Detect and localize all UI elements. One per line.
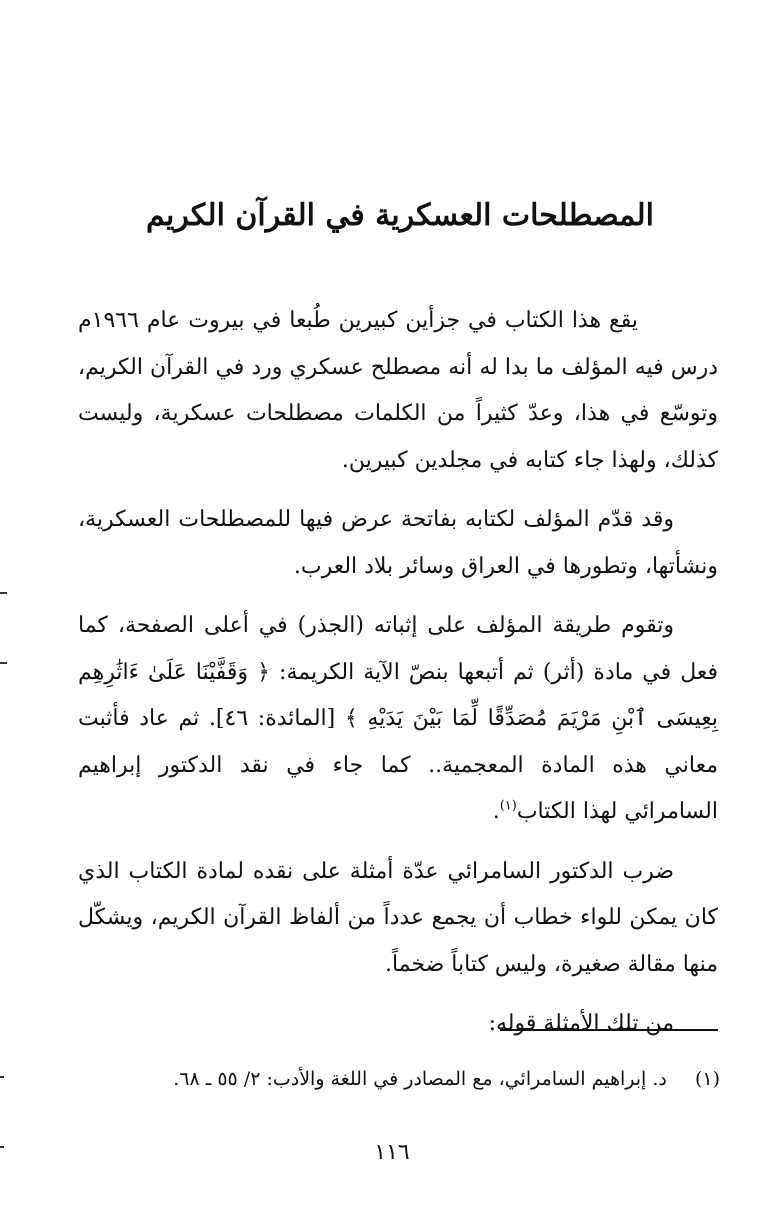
edge-mark bbox=[0, 662, 7, 664]
paragraph-3-text: وتقوم طريقة المؤلف على إثباته (الجذر) في أعلى الصفحة، كما فعل في مادة (أثر) ثم أتبعها بنصّ الآية الكريمة: ﴿ وَقَفَّيْنَا عَلَىٰ ءَاثَٰرِهِم بِعِيسَى ٱبْنِ مَرْيَمَ مُصَدِّقًا لِّمَا بَيْنَ يَدَيْهِ ﴾ [المائدة: ٤٦]. ثم عاد فأثبت معاني هذه المادة المعجمية.. كما جاء في نقد الدكتور إبراهيم السامرائي لهذا الكتاب bbox=[78, 613, 718, 824]
page-number: ١١٦ bbox=[374, 1140, 410, 1165]
footnote-divider bbox=[500, 1029, 718, 1031]
edge-mark bbox=[0, 1076, 4, 1078]
page-title: المصطلحات العسكرية في القرآن الكريم bbox=[146, 198, 654, 233]
footnote-text: د. إبراهيم السامرائي، مع المصادر في اللغة والأدب: ٢/ ٥٥ ـ ٦٨. bbox=[173, 1068, 667, 1090]
footnote bbox=[150, 1064, 720, 1094]
paragraph-3 bbox=[78, 603, 718, 836]
paragraph-1: يقع هذا الكتاب في جزأين كبيرين طُبعا في بيروت عام ١٩٦٦م درس فيه المؤلف ما بدا له أنه مصطلح عسكري ورد في القرآن الكريم، وتوسّع في هذا، وعدّ كثيراً من الكلمات مصطلحات عسكرية، وليست كذلك، ولهذا جاء كتابه في مجلدين كبيرين. bbox=[78, 308, 718, 473]
body-text bbox=[78, 298, 718, 1061]
edge-mark bbox=[0, 592, 7, 594]
paragraph-3-end: . bbox=[492, 799, 500, 824]
edge-mark bbox=[0, 1146, 4, 1148]
paragraph-5: من تلك الأمثلة قوله: bbox=[488, 1011, 674, 1036]
footnote-reference[interactable]: (١) bbox=[499, 798, 517, 814]
footnote-number: (١) bbox=[694, 1068, 720, 1090]
paragraph-2: وقد قدّم المؤلف لكتابه بفاتحة عرض فيها للمصطلحات العسكرية، ونشأتها، وتطورها في العراق وسائر بلاد العرب. bbox=[78, 507, 718, 579]
paragraph-4: ضرب الدكتور السامرائي عدّة أمثلة على نقده لمادة الكتاب الذي كان يمكن للواء خطاب أن يجمع عدداً من ألفاظ القرآن الكريم، ويشكّل منها مقالة صغيرة، وليس كتاباً ضخماً. bbox=[78, 858, 718, 977]
